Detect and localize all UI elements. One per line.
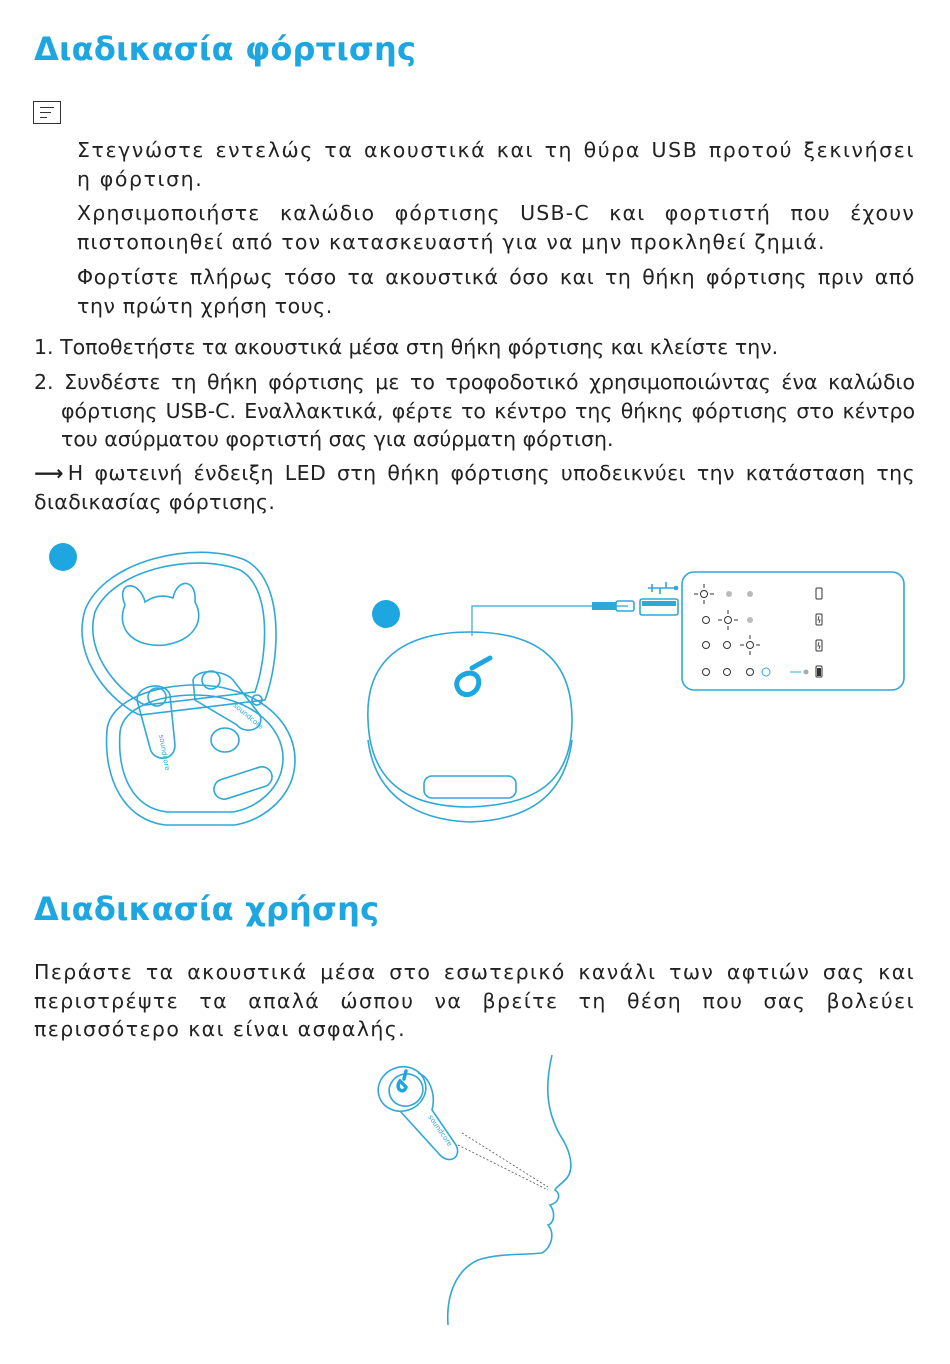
step-2-badge <box>372 600 400 628</box>
svg-text:soundcore: soundcore <box>231 701 265 731</box>
note-2: Χρησιμοποιήστε καλώδιο φόρτισης USB-C και φορτιστή που έχουν πιστοποιηθεί από τον κατασκευαστή για να μην προκληθεί ζημιά. <box>77 201 915 254</box>
note-icon <box>33 101 61 124</box>
case-closed-illustration <box>360 570 920 830</box>
usage-title: Διαδικασία χρήσης <box>34 890 380 928</box>
usage-body: Περάστε τα ακουστικά μέσα στο εσωτερικό κανάλι των αφτιών σας και περιστρέψτε τα απαλά ώσπου να βρείτε τη θέση που σας βολεύει περισσότερο και είναι ασφαλής. <box>34 960 915 1041</box>
charging-result <box>34 459 915 516</box>
step-1-badge <box>49 543 77 571</box>
case-open-illustration <box>45 540 315 840</box>
arrow-right-icon: ⟶ <box>34 461 64 485</box>
led-status-rows <box>694 584 822 677</box>
charging-result-text: Η φωτεινή ένδειξη LED στη θήκη φόρτισης υποδεικνύει την κατάσταση της διαδικασίας φόρτισης. <box>34 461 915 514</box>
note-3: Φορτίστε πλήρως τόσο τα ακουστικά όσο και τη θήκη φόρτισης πριν από την πρώτη χρήση τους. <box>77 265 915 318</box>
earbud-usage-illustration <box>370 1055 580 1330</box>
charging-title: Διαδικασία φόρτισης <box>34 30 417 68</box>
step-2: 2. Συνδέστε τη θήκη φόρτισης με το τροφοδοτικό χρησιμοποιώντας ένα καλώδιο φόρτισης USB-C. Εναλλακτικά, φέρτε το κέντρο της θήκης φόρτισης στο κέντρο του ασύρματου φορτιστή σας για ασύρματη φόρτιση. <box>34 370 915 451</box>
step-1: 1. Τοποθετήστε τα ακουστικά μέσα στη θήκη φόρτισης και κλείστε την. <box>34 335 779 359</box>
svg-text:soundcore: soundcore <box>426 1113 454 1148</box>
note-1: Στεγνώστε εντελώς τα ακουστικά και τη θύρα USB προτού ξεκινήσει η φόρτιση. <box>77 138 915 191</box>
svg-text:soundcore: soundcore <box>157 733 172 772</box>
